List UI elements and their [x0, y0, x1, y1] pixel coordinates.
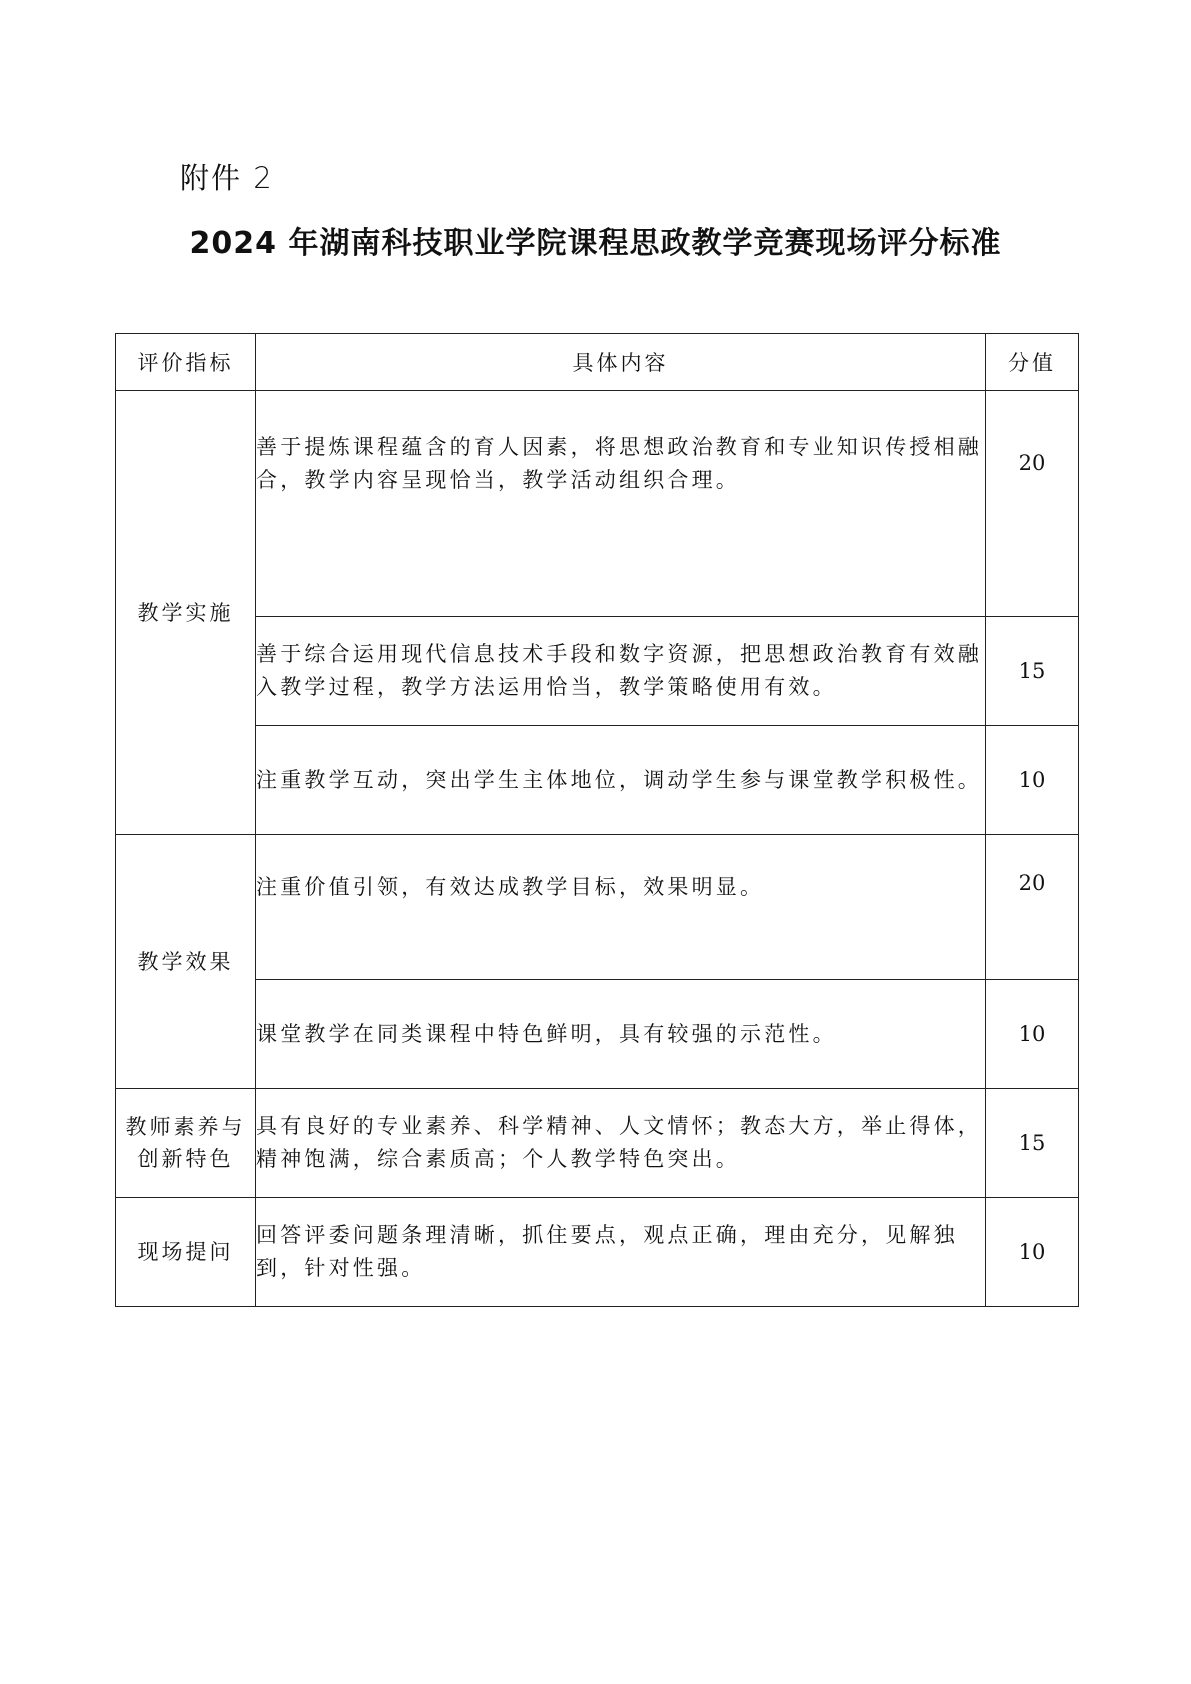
criterion-content: 善于提炼课程蕴含的育人因素，将思想政治教育和专业知识传授相融合，教学内容呈现恰当，教学活动组织合理。 [256, 391, 986, 617]
table-row [116, 617, 1079, 726]
criterion-score: 10 [986, 1198, 1079, 1307]
table-row [116, 1089, 1079, 1198]
category-teaching-implementation: 教学实施 [116, 391, 256, 835]
header-score: 分值 [986, 334, 1079, 391]
scoring-table [115, 333, 1079, 1307]
table-row [116, 980, 1079, 1089]
document-title: 2024 年湖南科技职业学院课程思政教学竞赛现场评分标准 [189, 226, 1002, 261]
attachment-label: 附件 2 [180, 161, 274, 195]
table-row [116, 835, 1079, 980]
header-content: 具体内容 [256, 334, 986, 391]
header-indicator: 评价指标 [116, 334, 256, 391]
criterion-score: 15 [986, 617, 1079, 726]
table-row [116, 726, 1079, 835]
criterion-score: 15 [986, 1089, 1079, 1198]
criterion-content: 善于综合运用现代信息技术手段和数字资源，把思想政治教育有效融入教学过程，教学方法运用恰当，教学策略使用有效。 [256, 617, 986, 726]
table-row [116, 1198, 1079, 1307]
table-header-row [116, 334, 1079, 391]
category-teaching-effect: 教学效果 [116, 835, 256, 1089]
table-row [116, 391, 1079, 617]
criterion-content: 注重价值引领，有效达成教学目标，效果明显。 [256, 835, 986, 980]
criterion-content: 具有良好的专业素养、科学精神、人文情怀；教态大方，举止得体，精神饱满，综合素质高；个人教学特色突出。 [256, 1089, 986, 1198]
criterion-score: 20 [986, 391, 1079, 617]
criterion-score: 10 [986, 726, 1079, 835]
criterion-score: 20 [986, 835, 1079, 980]
category-teacher-quality: 教师素养与创新特色 [116, 1089, 256, 1198]
criterion-content: 注重教学互动，突出学生主体地位，调动学生参与课堂教学积极性。 [256, 726, 986, 835]
category-qa: 现场提问 [116, 1198, 256, 1307]
criterion-score: 10 [986, 980, 1079, 1089]
criterion-content: 课堂教学在同类课程中特色鲜明，具有较强的示范性。 [256, 980, 986, 1089]
criterion-content: 回答评委问题条理清晰，抓住要点，观点正确，理由充分，见解独到，针对性强。 [256, 1198, 986, 1307]
